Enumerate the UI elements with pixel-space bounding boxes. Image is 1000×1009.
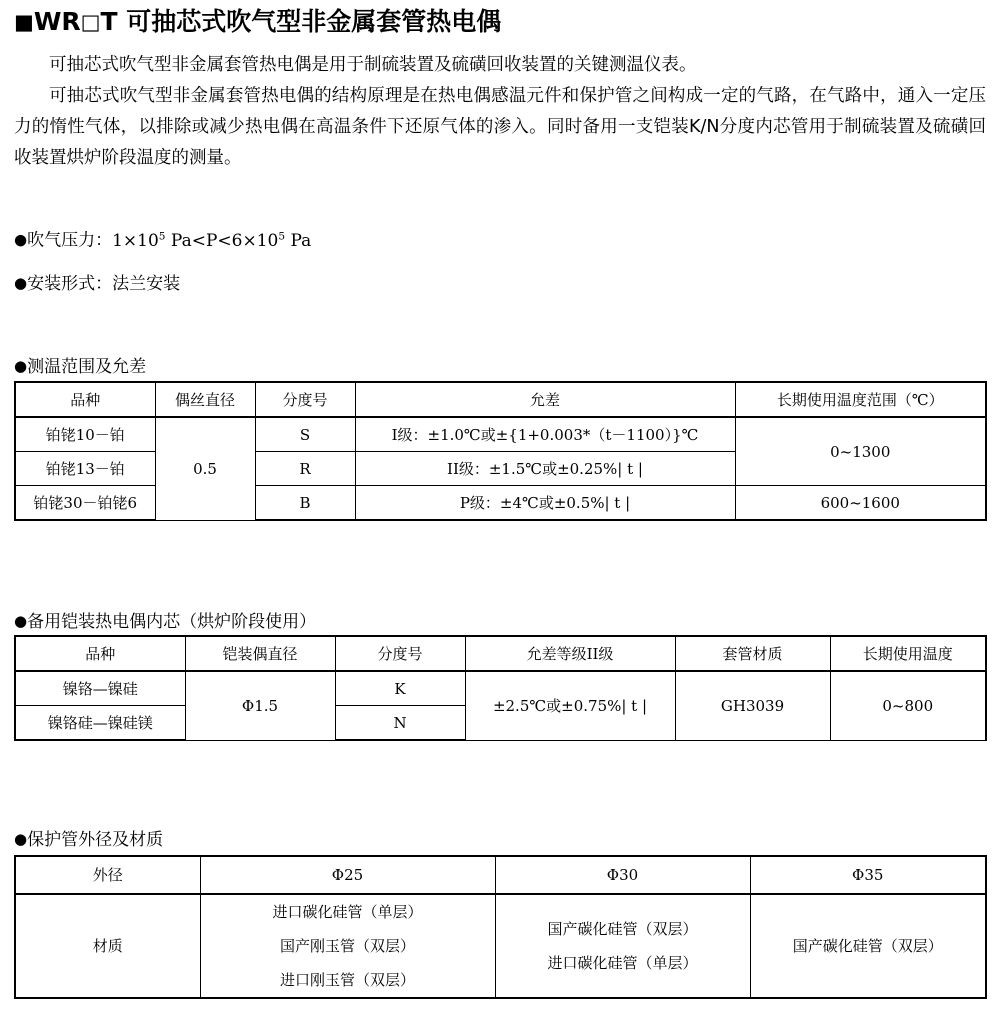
material-item: 进口碳化硅管（单层）: [547, 954, 698, 972]
title-product-name: 可抽芯式吹气型非金属套管热电偶: [126, 7, 502, 36]
cell-type: 铂铑13－铂: [15, 452, 155, 486]
bullet-spare-core-heading: [14, 610, 316, 633]
header-diameter-35: Φ35: [750, 856, 986, 894]
cell-graduation: B: [255, 486, 355, 521]
table-row: [15, 417, 986, 452]
cell-type: 镍铬硅—镍硅镁: [15, 706, 185, 741]
title-square-marker-icon: ■: [14, 10, 34, 34]
table-row: [15, 671, 986, 706]
title-model-box-icon: □: [80, 10, 101, 34]
cell-graduation: N: [335, 706, 465, 741]
pressure-value-tail: Pa: [285, 230, 312, 251]
intro-paragraph-1: 可抽芯式吹气型非金属套管热电偶是用于制硫装置及硫磺回收装置的关键测温仪表。: [49, 55, 697, 75]
header-tube-material: 套管材质: [675, 636, 830, 671]
cell-temp-range: 0~800: [830, 671, 986, 740]
pressure-value-pre: 1×10: [112, 230, 159, 251]
cell-type: 铂铑10－铂: [15, 417, 155, 452]
cell-graduation: R: [255, 452, 355, 486]
bullet-dot-icon: ●: [14, 274, 28, 292]
table-header-row: [15, 856, 986, 894]
cell-graduation: S: [255, 417, 355, 452]
mounting-type-label: 安装形式：法兰安装: [27, 274, 181, 294]
blow-pressure-formula: [112, 231, 311, 251]
material-list: [205, 895, 491, 997]
cell-temp-range: 0~1300: [735, 417, 986, 486]
header-type: 品种: [15, 636, 185, 671]
material-item: 进口刚玉管（双层）: [279, 971, 415, 989]
table-spare-core: [14, 635, 987, 741]
cell-tube-material: GH3039: [675, 671, 830, 740]
measuring-range-label: 测温范围及允差: [27, 357, 147, 377]
spare-core-label: 备用铠装热电偶内芯（烘炉阶段使用）: [27, 612, 317, 632]
table-header-row: [15, 636, 986, 671]
bullet-dot-icon: ●: [14, 357, 28, 375]
cell-tolerance: ±2.5℃或±0.75%| t |: [465, 671, 675, 740]
table-protection-tube: [14, 855, 987, 999]
page-title: [14, 6, 501, 38]
intro-text: [14, 50, 986, 174]
header-wire-diameter: 偶丝直径: [155, 382, 255, 417]
cell-materials-25: [200, 894, 495, 998]
material-item: 进口碳化硅管（单层）: [272, 903, 423, 921]
bullet-blow-pressure: [14, 225, 311, 252]
pressure-exponent-2: 5: [278, 230, 286, 242]
header-graduation: 分度号: [255, 382, 355, 417]
title-model-prefix: WR: [33, 7, 81, 36]
pressure-value-mid: Pa<P<6×10: [165, 230, 279, 251]
bullet-mounting-type: [14, 272, 180, 295]
cell-temp-range: 600~1600: [735, 486, 986, 521]
pressure-exponent-1: 5: [158, 230, 166, 242]
bullet-dot-icon: ●: [14, 230, 28, 249]
cell-tolerance: P级：±4℃或±0.5%| t |: [355, 486, 735, 521]
header-outer-diameter: 外径: [15, 856, 200, 894]
cell-materials-35: [750, 894, 986, 998]
header-graduation: 分度号: [335, 636, 465, 671]
table-header-row: [15, 382, 986, 417]
material-item: 国产碳化硅管（双层）: [792, 937, 943, 955]
cell-tolerance: I级：±1.0℃或±{1+0.003*（t－1100）}℃: [355, 417, 735, 452]
material-item: 国产刚玉管（双层）: [279, 937, 415, 955]
header-sheath-diameter: 铠装偶直径: [185, 636, 335, 671]
header-temp-range: 长期使用温度: [830, 636, 986, 671]
header-tolerance: 允差: [355, 382, 735, 417]
header-type: 品种: [15, 382, 155, 417]
material-item: 国产碳化硅管（双层）: [547, 920, 698, 938]
bullet-measuring-range-heading: [14, 355, 146, 378]
intro-paragraph-2: 可抽芯式吹气型非金属套管热电偶的结构原理是在热电偶感温元件和保护管之间构成一定的气路，在气路中，通入一定压力的惰性气体，以排除或减少热电偶在高温条件下还原气体的渗入。同时备用一支铠装K/N分度内芯管用于制硫装置及硫磺回收装置烘炉阶段温度的测量。: [14, 86, 986, 168]
cell-material-label: 材质: [15, 894, 200, 998]
cell-type: 铂铑30－铂铑6: [15, 486, 155, 521]
header-diameter-30: Φ30: [495, 856, 750, 894]
protection-tube-label: 保护管外径及材质: [27, 830, 164, 850]
cell-wire-diameter: 0.5: [155, 417, 255, 520]
cell-materials-30: [495, 894, 750, 998]
bullet-dot-icon: ●: [14, 830, 28, 848]
bullet-dot-icon: ●: [14, 612, 28, 630]
blow-pressure-label: 吹气压力：: [27, 230, 113, 251]
material-list: [755, 929, 982, 963]
title-model-suffix: T: [100, 7, 118, 36]
table-measuring-range: [14, 381, 987, 521]
header-diameter-25: Φ25: [200, 856, 495, 894]
header-temp-range: 长期使用温度范围（℃）: [735, 382, 986, 417]
cell-tolerance: II级：±1.5℃或±0.25%| t |: [355, 452, 735, 486]
cell-sheath-diameter: Φ1.5: [185, 671, 335, 740]
header-tolerance-class: 允差等级II级: [465, 636, 675, 671]
table-row: [15, 894, 986, 998]
cell-graduation: K: [335, 671, 465, 706]
bullet-protection-tube-heading: [14, 828, 163, 851]
material-list: [500, 912, 746, 980]
cell-type: 镍铬—镍硅: [15, 671, 185, 706]
